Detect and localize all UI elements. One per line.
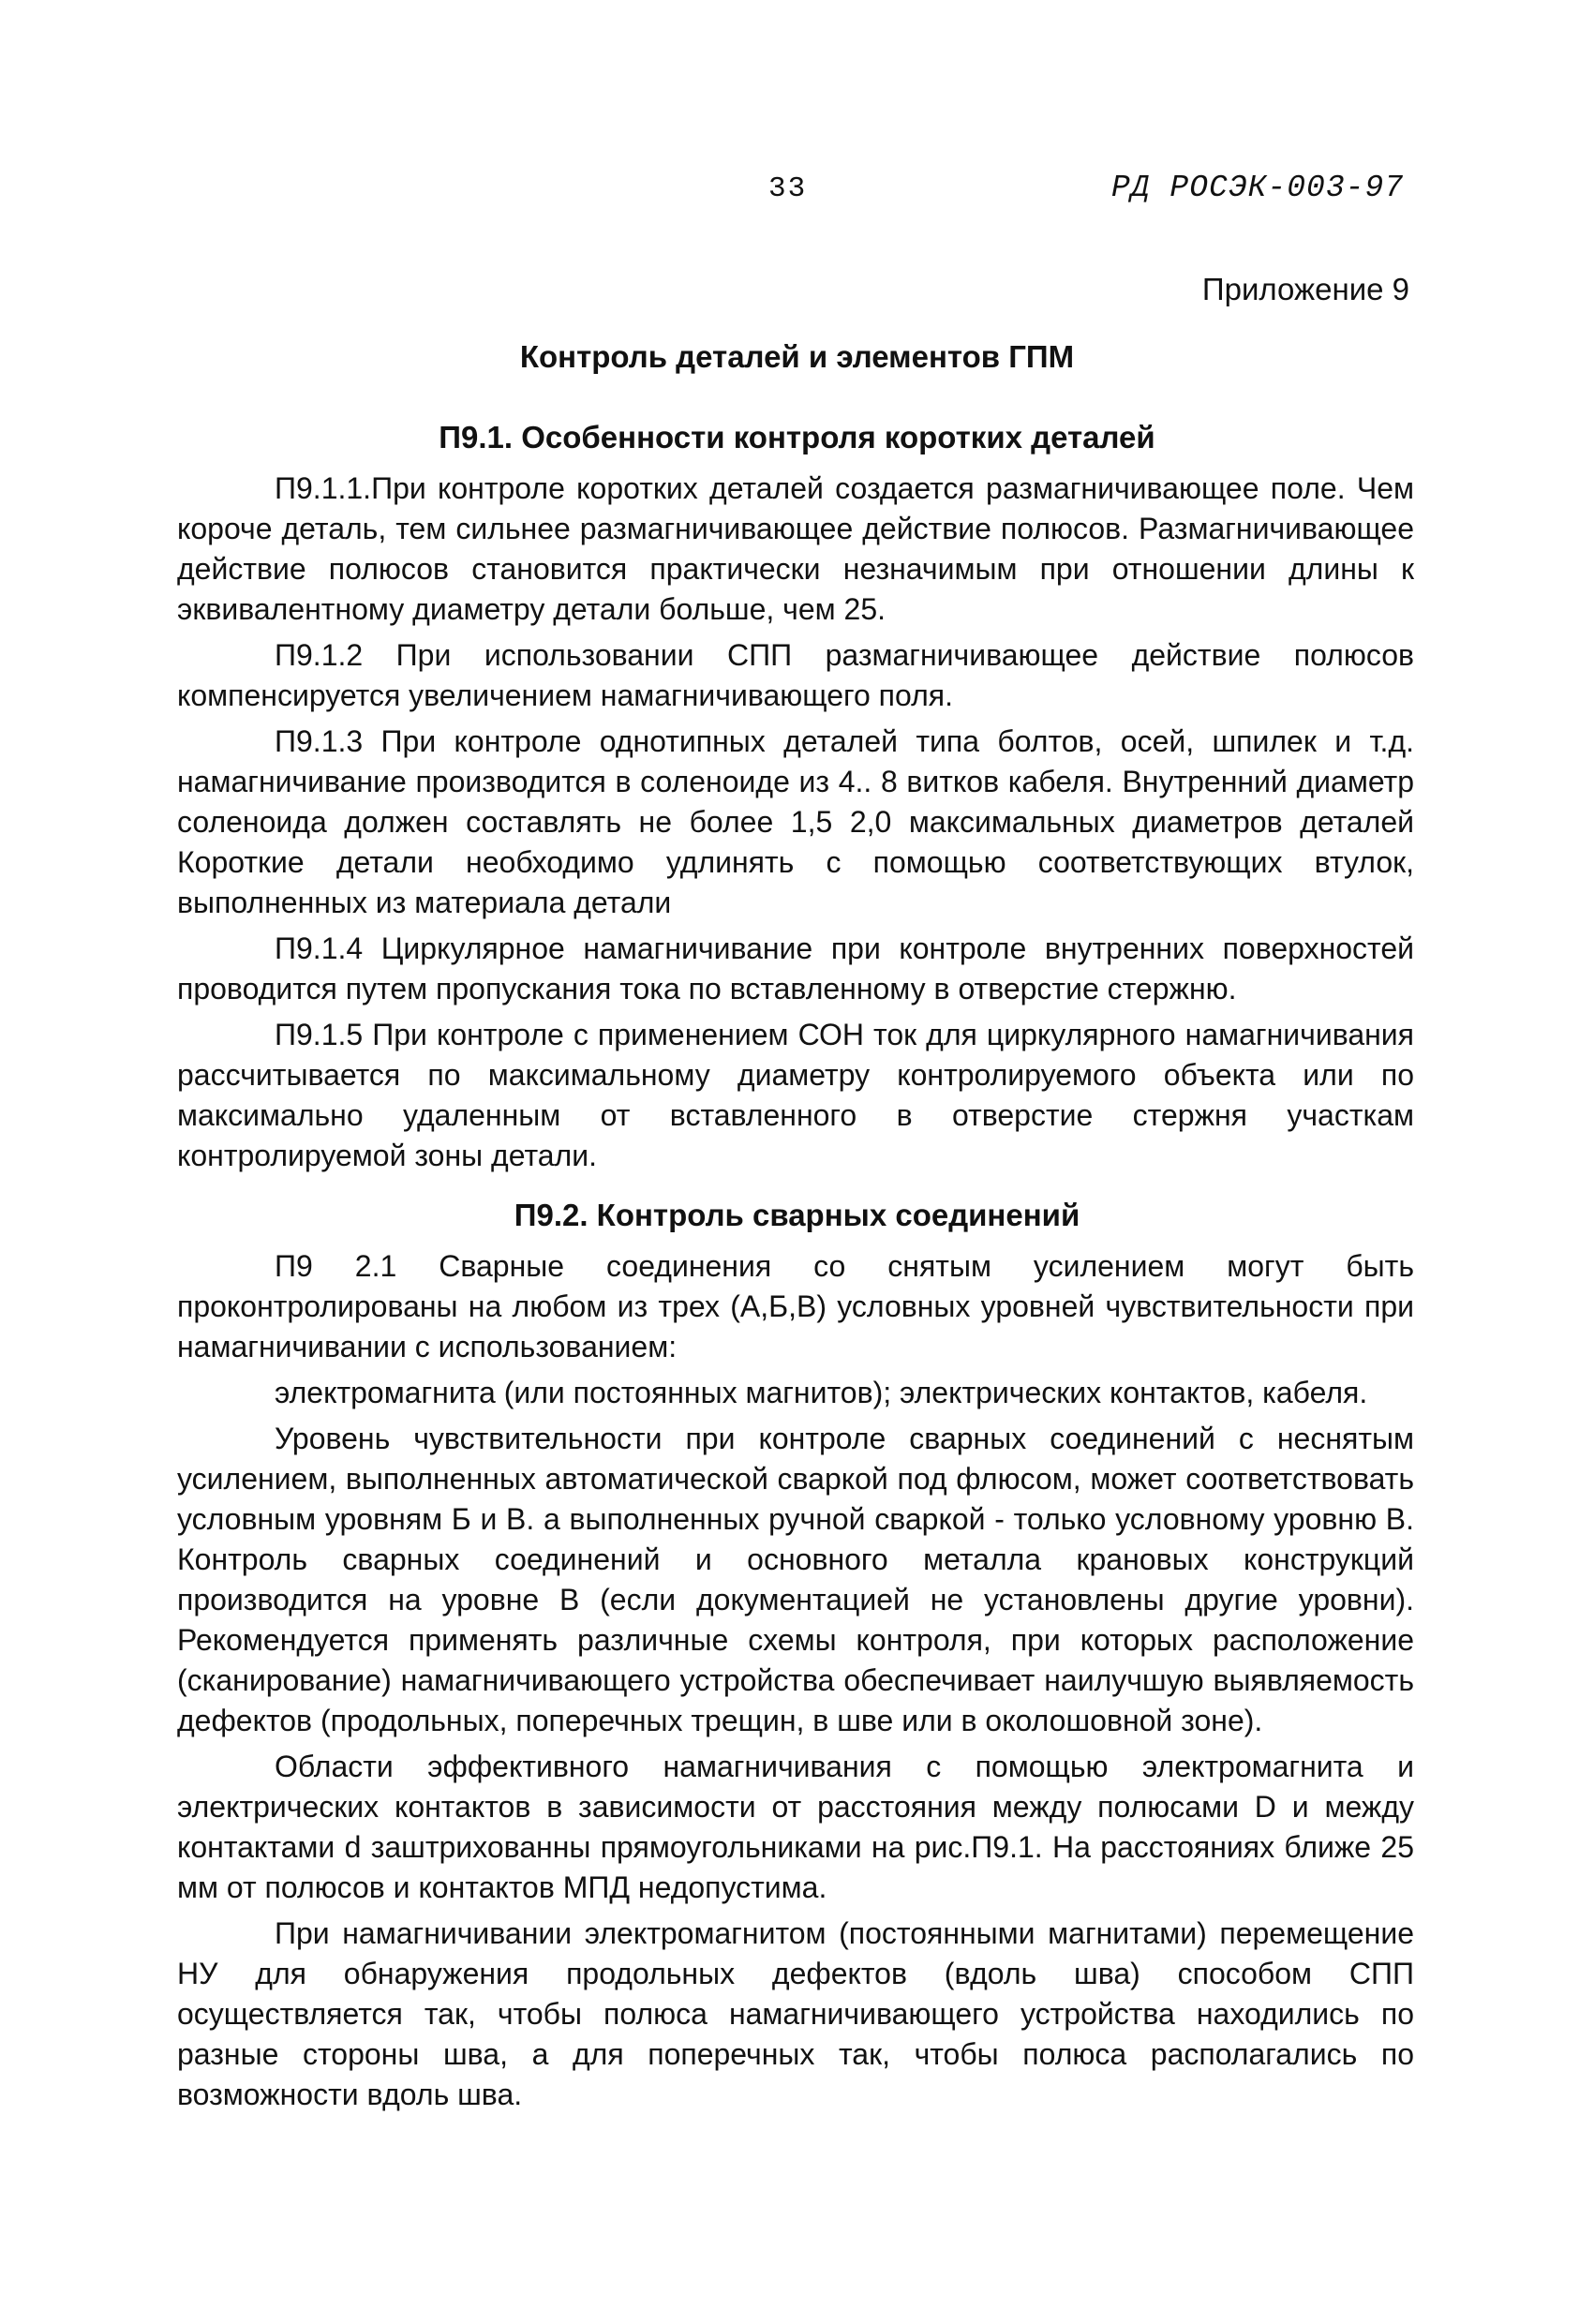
paragraph-electromagnet-movement: При намагничивании электромагнитом (постоянными магнитами) перемещение НУ для обнаружения продольных дефектов (вдоль шва) способом СПП осуществляется так, чтобы полюса намагничивающего устройства находились по разные стороны шва, а для поперечных так, чтобы полюса располагались по возможности вдоль шва.: [177, 1916, 1414, 2111]
paragraph-9-1-4: П9.1.4 Циркулярное намагничивание при контроле внутренних поверхностей проводится путем пропускания тока по вставленному в отверстие стержню.: [177, 931, 1414, 1006]
section-2-body: [177, 1246, 1414, 2121]
paragraph-sensitivity-level: Уровень чувствительности при контроле сварных соединений с неснятым усилением, выполненных автоматической сваркой под флюсом, может соответствовать условным уровням Б и В. а выполненных ручной сваркой - только условному уровню В. Контроль сварных соединений и основного металла крановых конструкций производится на уровне В (если документацией не установлены другие уровни). Рекомендуется применять различные схемы контроля, при которых расположение (сканирование) намагничивающего устройства обеспечивает наилучшую выявляемость дефектов (продольных, поперечных трещин, в шве или в околошовной зоне).: [177, 1422, 1414, 1737]
paragraph-9-1-2: П9.1.2 При использовании СПП размагничивающее действие полюсов компенсируется увеличением намагничивающего поля.: [177, 638, 1414, 712]
page-number: 33: [768, 172, 808, 205]
document-code: РД РОСЭК-003-97: [1111, 171, 1405, 205]
section-1-title: П9.1. Особенности контроля коротких деталей: [439, 420, 1155, 454]
paragraph-9-2-1: П9 2.1 Сварные соединения со снятым усилением могут быть проконтролированы на любом из трех (А,Б,В) условных уровней чувствительности при намагничивании с использованием:: [177, 1249, 1414, 1363]
section-2-title: П9.2. Контроль сварных соединений: [514, 1198, 1080, 1232]
main-title: Контроль деталей и элементов ГПМ: [519, 339, 1075, 374]
paragraph-9-1-3: П9.1.3 При контроле однотипных деталей типа болтов, осей, шпилек и т.д. намагничивание производится в соленоиде из 4.. 8 витков кабеля. Внутренний диаметр соленоида должен составлять не более 1,5 2,0 максимальных диаметров деталей Короткие детали необходимо удлинять с помощью соответствующих втулок, выполненных из материала детали: [177, 724, 1414, 919]
paragraph-9-1-5: П9.1.5 При контроле с применением СОН ток для циркулярного намагничивания рассчитывается по максимальному диаметру контролируемого объекта или по максимально удаленным от вставленного в отверстие стержня участкам контролируемой зоны детали.: [177, 1018, 1414, 1172]
section-1-body: [177, 469, 1414, 1182]
magnetization-methods-list: электромагнита (или постоянных магнитов); электрических контактов, кабеля.: [275, 1376, 1368, 1409]
appendix-label: Приложение 9: [1201, 272, 1409, 306]
paragraph-9-1-1: П9.1.1.При контроле коротких деталей создается размагничивающее поле. Чем короче деталь, тем сильнее размагничивающее действие полюсов. Размагничивающее действие полюсов становится практически незначимым при отношении длины к эквивалентному диаметру детали больше, чем 25.: [177, 471, 1414, 626]
paragraph-effective-areas: Области эффективного намагничивания с помощью электромагнита и электрических контактов в зависимости от расстояния между полюсами D и между контактами d заштрихованны прямоугольниками на рис.П9.1. На расстояниях ближе 25 мм от полюсов и контактов МПД недопустима.: [177, 1750, 1414, 1904]
